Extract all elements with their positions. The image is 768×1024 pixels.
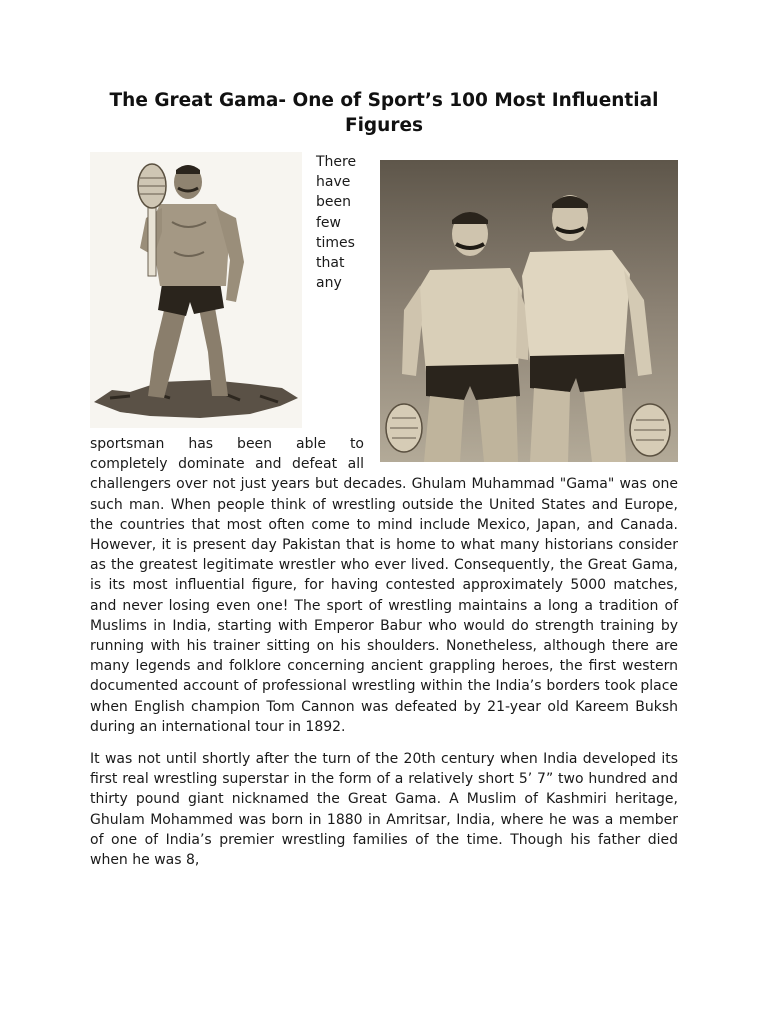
document-title: The Great Gama- One of Sport’s 100 Most Influential Figures <box>109 90 659 136</box>
document-page <box>90 88 678 870</box>
two-wrestlers-photo <box>380 160 678 462</box>
wrestler-with-mace-photo <box>90 152 302 428</box>
paragraph-1 <box>90 152 678 737</box>
paragraph-1-text: There have been few times that any sportsman has been able to completely dominate and defeat all challengers over not just years but decades. Ghulam Muhammad "Gama" was one such man. When people think of wrestling outside the United States and Europe, the countries that most often come to mind include Mexico, Japan, and Canada. However, it is present day Pakistan that is home to what many historians consider as the greatest legitimate wrestler who ever lived. Consequently, the Great Gama, is its most influential figure, for having contested approximately 5000 matches, and never losing even one! The sport of wrestling maintains a long a tradition of Muslims in India, starting with Emperor Babur who would do strength training by running with his trainer sitting on his shoulders. Nonetheless, although there are many legends and folklore concerning ancient grappling heroes, the first western documented account of professional wrestling within the India’s borders took place when English champion Tom Cannon was defeated by 21-year old Kareem Buksh during an international tour in 1892. <box>90 154 678 735</box>
paragraph-2: It was not until shortly after the turn of the 20th century when India developed its first real wrestling superstar in the form of a relatively short 5’ 7” two hundred and thirty pound giant nicknamed the Great Gama. A Muslim of Kashmiri heritage, Ghulam Mohammed was born in 1880 in Amritsar, India, where he was a member of one of India’s premier wrestling families of the time. Though his father died when he was 8, <box>90 751 678 869</box>
